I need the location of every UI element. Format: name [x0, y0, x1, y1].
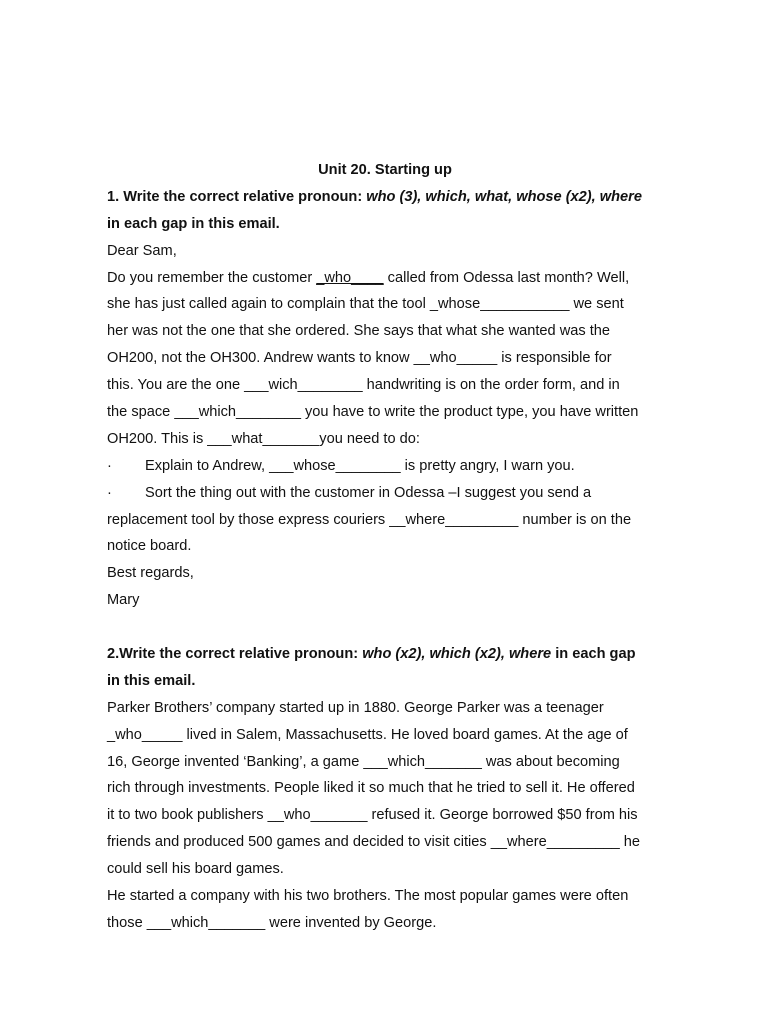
email-1-line: her was not the one that she ordered. She says that what she wanted was the	[107, 323, 610, 340]
exercise-2-instruction-cont: in this email.	[107, 672, 196, 689]
email-1-signature: Mary	[107, 592, 140, 609]
email-1-bullet	[107, 480, 663, 507]
bullet-dot: ·	[107, 484, 112, 501]
bullet-text: Sort the thing out with the customer in Odessa –I suggest you send a	[145, 484, 592, 501]
email-1-line: OH200, not the OH300. Andrew wants to know __who_____ is responsible for	[107, 350, 612, 367]
exercise-1-instruction-cont: in each gap in this email.	[107, 215, 280, 232]
email-2-line: 16, George invented ‘Banking’, a game ___which_______ was about becoming	[107, 753, 620, 770]
email-1-bullet	[107, 453, 663, 480]
email-2-line: those ___which_______ were invented by George.	[107, 914, 437, 931]
exercise-1-instruction-text: 1. Write the correct relative pronoun:	[107, 188, 367, 205]
email-2-line: it to two book publishers __who_______ refused it. George borrowed $50 from his	[107, 807, 638, 824]
email-1-greeting: Dear Sam,	[107, 242, 177, 259]
email-1-closing: Best regards,	[107, 565, 194, 582]
email-1-line-text: Do you remember the customer	[107, 269, 317, 286]
email-2-line: _who_____ lived in Salem, Massachusetts. He loved board games. At the age of	[107, 726, 628, 743]
bullet-text: Explain to Andrew, ___whose________ is pretty angry, I warn you.	[145, 457, 575, 474]
email-1-line: the space ___which________ you have to write the product type, you have written	[107, 404, 639, 421]
email-1-line: notice board.	[107, 538, 192, 555]
exercise-2-instruction	[107, 641, 663, 668]
email-1-answer-example: _who____	[316, 269, 384, 286]
email-2-line: He started a company with his two brothers. The most popular games were often	[107, 888, 629, 905]
email-2-line: could sell his board games.	[107, 861, 284, 878]
email-1-line: replacement tool by those express couriers __where_________ number is on the	[107, 511, 632, 528]
email-2-line: rich through investments. People liked it so much that he tried to sell it. He offered	[107, 780, 635, 797]
email-1-line: this. You are the one ___wich________ handwriting is on the order form, and in	[107, 377, 620, 394]
email-1-line-text: called from Odessa last month? Well,	[383, 269, 630, 286]
exercise-1-word-list: who (3), which, what, whose (x2), where	[366, 188, 642, 205]
email-2-line: Parker Brothers’ company started up in 1880. George Parker was a teenager	[107, 699, 604, 716]
exercise-1-instruction	[107, 184, 663, 211]
email-1-line: she has just called again to complain that the tool _whose___________ we sent	[107, 296, 624, 313]
exercise-2-word-list: who (x2), which (x2), where	[362, 646, 552, 663]
email-1-line	[107, 265, 663, 292]
email-1-line: OH200. This is ___what_______you need to do:	[107, 430, 420, 447]
page-title: Unit 20. Starting up	[318, 162, 452, 178]
worksheet-page	[107, 157, 663, 937]
section-spacer	[107, 614, 663, 641]
email-2-line: friends and produced 500 games and decided to visit cities __where_________ he	[107, 834, 641, 851]
exercise-2-instruction-text: in each gap	[551, 646, 636, 663]
exercise-2-instruction-text: 2.Write the correct relative pronoun:	[107, 646, 363, 663]
bullet-dot: ·	[107, 457, 112, 474]
